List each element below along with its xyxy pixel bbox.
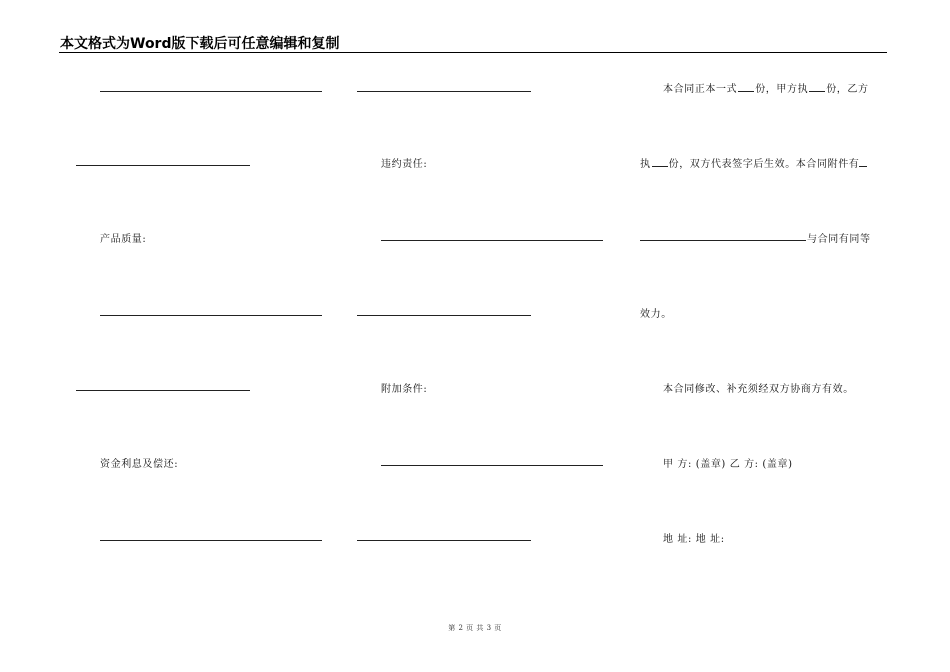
blank-line	[357, 315, 531, 316]
funds-interest-label: 资金利息及偿还:	[100, 459, 179, 470]
blank-line	[100, 91, 322, 92]
page-number-footer: 第 2 页 共 3 页	[448, 624, 502, 632]
blank-line	[100, 540, 322, 541]
copies-text-a: 本合同正本一式	[663, 84, 738, 95]
blank-line	[381, 465, 603, 466]
blank-line	[100, 315, 322, 316]
copies-text-d: 执	[640, 159, 651, 170]
parties-signature-line: 甲 方: (盖章) 乙 方: (盖章)	[663, 459, 793, 470]
header-divider	[59, 52, 887, 53]
document-header-title: 本文格式为Word版下载后可任意编辑和复制	[60, 36, 340, 52]
breach-liability-label: 违约责任:	[381, 159, 428, 170]
copies-clause-line2	[640, 155, 867, 170]
copies-text-c: 份，乙方	[826, 84, 869, 95]
blank-line	[381, 240, 603, 241]
blank-line	[357, 540, 531, 541]
copies-text-e: 份，双方代表签字后生效。本合同附件有	[668, 159, 860, 170]
blank-line	[76, 390, 250, 391]
additional-terms-label: 附加条件:	[381, 384, 428, 395]
product-quality-label: 产品质量:	[100, 234, 147, 245]
annex-clause-tail: 与合同有同等	[807, 234, 871, 245]
amendment-clause: 本合同修改、补充须经双方协商方有效。	[663, 384, 854, 395]
annex-blank	[859, 157, 867, 167]
address-line: 地 址: 地 址:	[663, 534, 725, 545]
validity-text: 效力。	[640, 309, 672, 320]
copies-blank	[809, 82, 825, 92]
copies-blank	[738, 82, 754, 92]
blank-line	[76, 165, 250, 166]
copies-blank	[652, 157, 668, 167]
copies-text-b: 份，甲方执	[755, 84, 809, 95]
copies-clause-line1	[663, 80, 869, 95]
blank-line	[357, 91, 531, 92]
blank-line	[640, 240, 806, 241]
